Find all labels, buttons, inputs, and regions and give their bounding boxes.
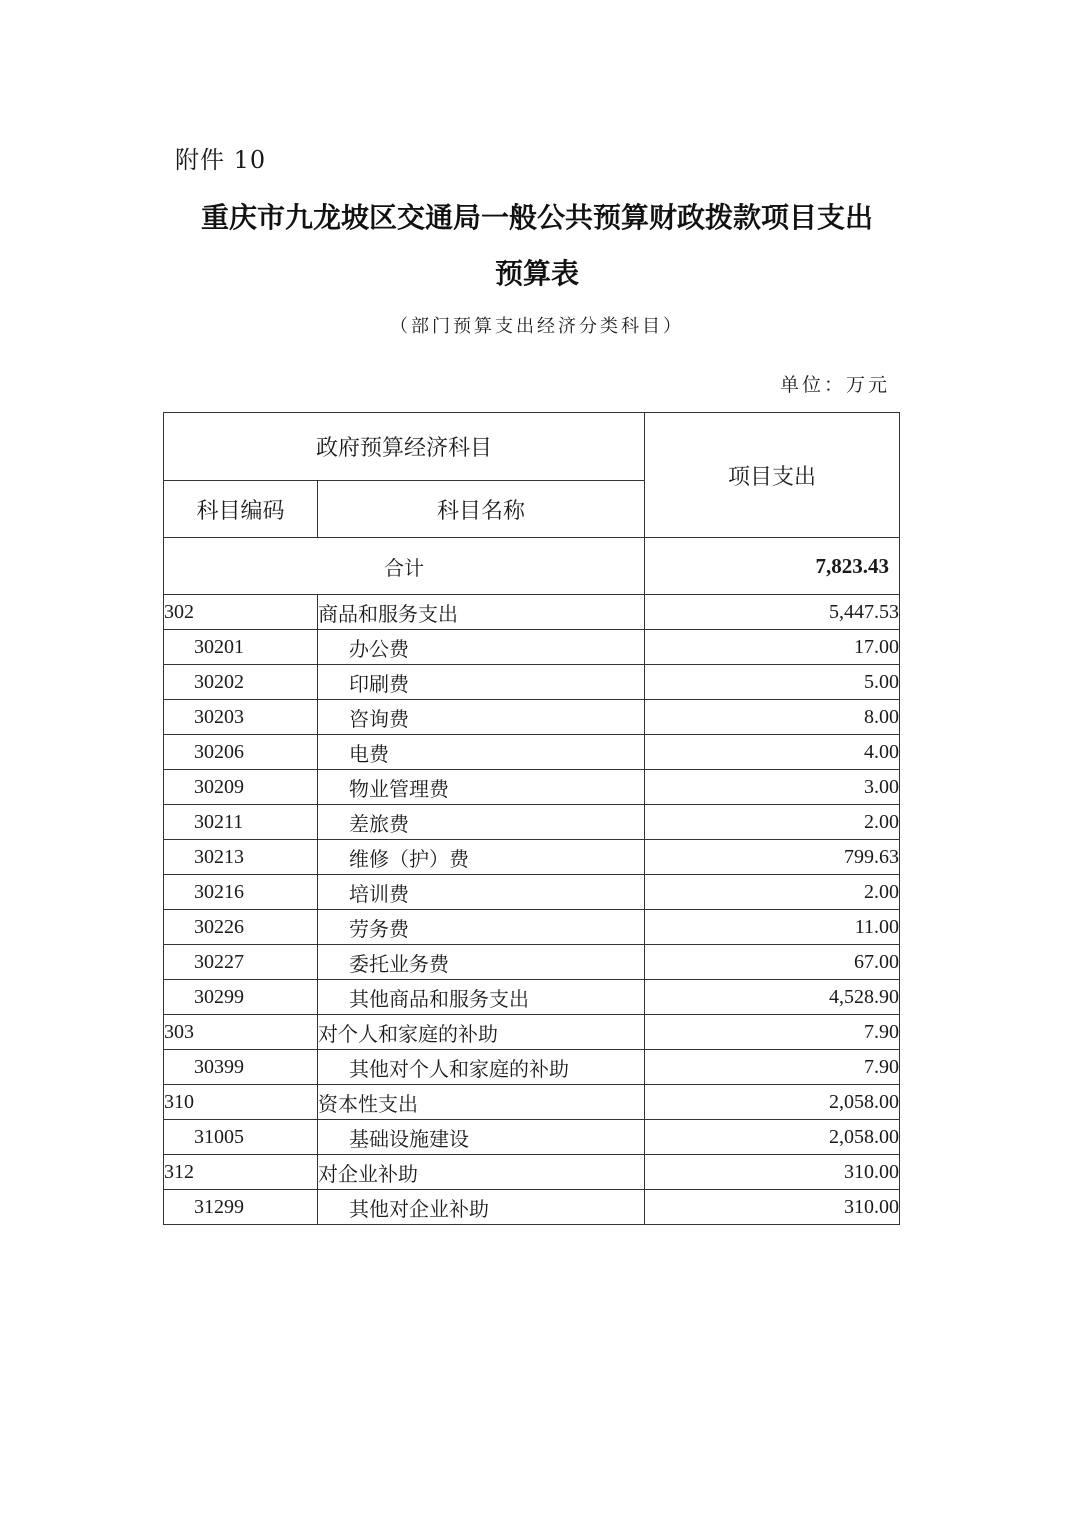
row-amount: 2,058.00 bbox=[645, 1120, 900, 1155]
document-title-line2: 预算表 bbox=[494, 257, 579, 290]
row-amount: 799.63 bbox=[645, 840, 900, 875]
row-name: 电费 bbox=[318, 735, 645, 770]
row-code: 30201 bbox=[164, 630, 318, 665]
document-title: 重庆市九龙坡区交通局一般公共预算财政拨款项目支出 bbox=[200, 201, 873, 234]
table-row bbox=[164, 910, 900, 945]
row-name: 培训费 bbox=[318, 875, 645, 910]
row-name: 办公费 bbox=[318, 630, 645, 665]
unit-label: 单位：万元 bbox=[780, 374, 891, 396]
row-code: 302 bbox=[164, 595, 318, 630]
header-code: 科目编码 bbox=[164, 481, 318, 538]
row-name: 劳务费 bbox=[318, 910, 645, 945]
row-amount: 67.00 bbox=[645, 945, 900, 980]
table-row bbox=[164, 1015, 900, 1050]
row-code: 31005 bbox=[164, 1120, 318, 1155]
budget-table bbox=[163, 412, 900, 1225]
table-row bbox=[164, 1190, 900, 1225]
table-row bbox=[164, 735, 900, 770]
row-amount: 310.00 bbox=[645, 1155, 900, 1190]
row-name: 印刷费 bbox=[318, 665, 645, 700]
row-name: 咨询费 bbox=[318, 700, 645, 735]
row-amount: 5,447.53 bbox=[645, 595, 900, 630]
row-name: 其他对企业补助 bbox=[318, 1190, 645, 1225]
row-name: 其他对个人和家庭的补助 bbox=[318, 1050, 645, 1085]
table-row bbox=[164, 630, 900, 665]
row-name: 对个人和家庭的补助 bbox=[318, 1015, 645, 1050]
total-label: 合计 bbox=[164, 538, 645, 595]
table-row bbox=[164, 945, 900, 980]
row-code: 312 bbox=[164, 1155, 318, 1190]
row-name: 委托业务费 bbox=[318, 945, 645, 980]
row-amount: 7.90 bbox=[645, 1015, 900, 1050]
header-row-group bbox=[164, 413, 900, 481]
row-amount: 4.00 bbox=[645, 735, 900, 770]
total-row bbox=[164, 538, 900, 595]
row-amount: 2.00 bbox=[645, 875, 900, 910]
row-code: 30203 bbox=[164, 700, 318, 735]
table-row bbox=[164, 875, 900, 910]
table-row bbox=[164, 700, 900, 735]
table-row bbox=[164, 1155, 900, 1190]
row-name: 差旅费 bbox=[318, 805, 645, 840]
table-row bbox=[164, 1120, 900, 1155]
row-amount: 8.00 bbox=[645, 700, 900, 735]
row-amount: 7.90 bbox=[645, 1050, 900, 1085]
row-code: 30227 bbox=[164, 945, 318, 980]
row-amount: 2,058.00 bbox=[645, 1085, 900, 1120]
table-row bbox=[164, 1085, 900, 1120]
row-code: 30226 bbox=[164, 910, 318, 945]
header-economic-category: 政府预算经济科目 bbox=[164, 413, 645, 481]
table-row bbox=[164, 1050, 900, 1085]
row-code: 30216 bbox=[164, 875, 318, 910]
header-project-expenditure: 项目支出 bbox=[645, 413, 900, 538]
table-row bbox=[164, 805, 900, 840]
row-name: 对企业补助 bbox=[318, 1155, 645, 1190]
row-name: 物业管理费 bbox=[318, 770, 645, 805]
row-code: 30213 bbox=[164, 840, 318, 875]
row-code: 303 bbox=[164, 1015, 318, 1050]
row-amount: 2.00 bbox=[645, 805, 900, 840]
row-code: 31299 bbox=[164, 1190, 318, 1225]
row-code: 30211 bbox=[164, 805, 318, 840]
row-code: 310 bbox=[164, 1085, 318, 1120]
row-amount: 4,528.90 bbox=[645, 980, 900, 1015]
total-amount: 7,823.43 bbox=[645, 538, 900, 595]
header-name: 科目名称 bbox=[318, 481, 645, 538]
row-amount: 17.00 bbox=[645, 630, 900, 665]
row-code: 30206 bbox=[164, 735, 318, 770]
row-name: 资本性支出 bbox=[318, 1085, 645, 1120]
row-code: 30399 bbox=[164, 1050, 318, 1085]
table-row bbox=[164, 770, 900, 805]
document-subtitle: （部门预算支出经济分类科目） bbox=[390, 316, 684, 337]
row-code: 30209 bbox=[164, 770, 318, 805]
table-row bbox=[164, 665, 900, 700]
row-code: 30299 bbox=[164, 980, 318, 1015]
row-name: 其他商品和服务支出 bbox=[318, 980, 645, 1015]
table-row bbox=[164, 840, 900, 875]
table-row bbox=[164, 980, 900, 1015]
row-amount: 5.00 bbox=[645, 665, 900, 700]
row-name: 维修（护）费 bbox=[318, 840, 645, 875]
row-code: 30202 bbox=[164, 665, 318, 700]
row-amount: 3.00 bbox=[645, 770, 900, 805]
table-row bbox=[164, 595, 900, 630]
row-name: 商品和服务支出 bbox=[318, 595, 645, 630]
row-name: 基础设施建设 bbox=[318, 1120, 645, 1155]
attachment-label: 附件 10 bbox=[175, 146, 267, 174]
row-amount: 310.00 bbox=[645, 1190, 900, 1225]
row-amount: 11.00 bbox=[645, 910, 900, 945]
